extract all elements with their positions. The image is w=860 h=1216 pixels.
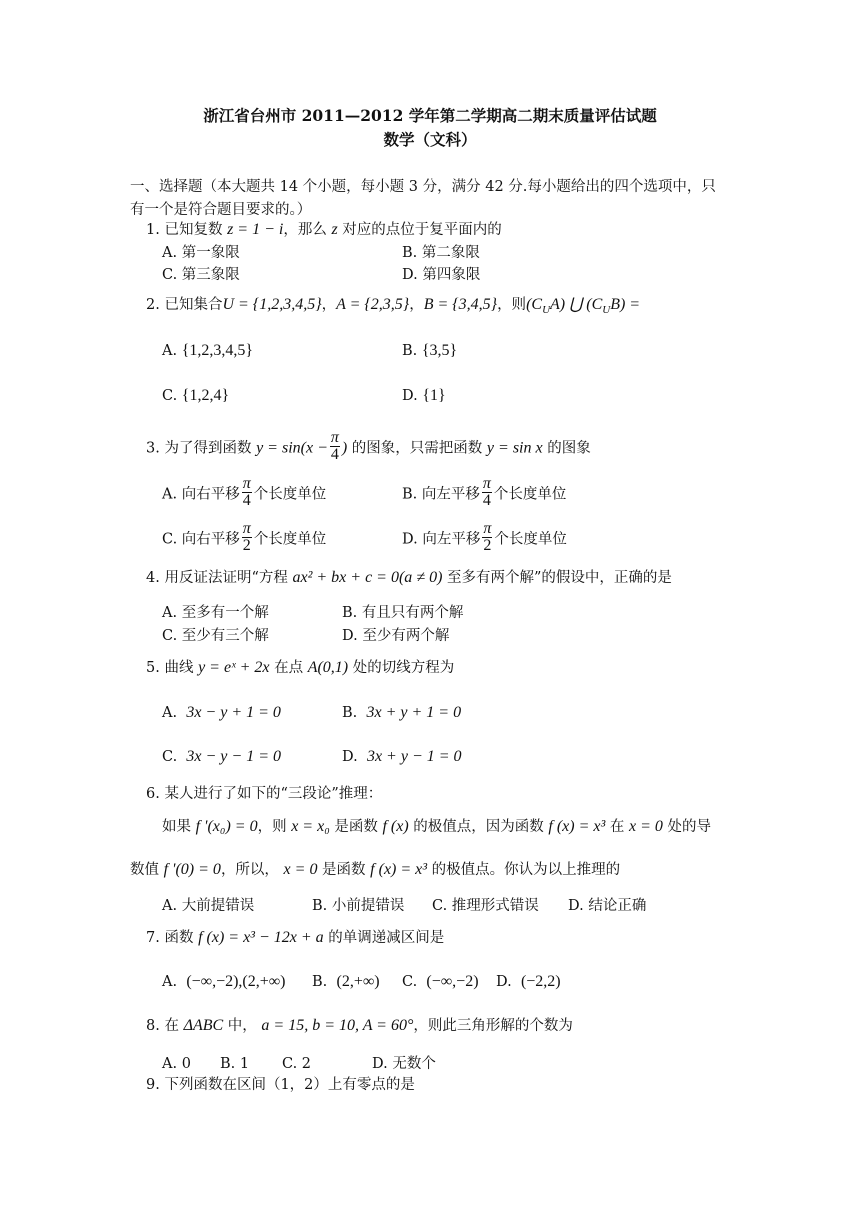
q8-option-a: A. 0 (162, 1056, 191, 1072)
q2-option-a: A. {1,2,3,4,5} (162, 342, 254, 359)
page-subtitle: 数学（文科） (383, 130, 477, 149)
q2-option-d: D. {1} (402, 387, 446, 404)
q3-option-d: D. 向左平移 $\frac{\pi}{2}$ 个长度单位 (402, 520, 567, 554)
q5-option-b: B. 3x + y + 1 = 0 (342, 704, 462, 721)
q3-option-a: A. 向右平移 $\frac{\pi}{4}$ 个长度单位 (162, 475, 327, 509)
q4-option-b: B. 有且只有两个解 (342, 605, 464, 621)
fraction-pi-over-4: $\frac{\pi}{4}$ (330, 429, 339, 463)
question-2-stem: 2. 已知集合U = {1,2,3,4,5}，A = {2,3,5}，B = {3,4,5}，则$(C_UA)$ ⋃ $(C_UB)$ = (146, 296, 641, 316)
q7-option-b: B. (2,+∞) (312, 973, 380, 990)
q2-option-c: C. {1,2,4} (162, 387, 230, 404)
q4-option-c: C. 至少有三个解 (162, 628, 269, 644)
q2-option-b: B. {3,5} (402, 342, 458, 359)
q6-option-a: A. 大前提错误 (162, 898, 255, 914)
question-1-stem: 1. 已知复数 z = 1 − i，那么 z 对应的点位于复平面内的 (146, 221, 502, 238)
q7-option-d: D. (−2,2) (496, 973, 561, 990)
q3-option-c: C. 向右平移 $\frac{\pi}{2}$ 个长度单位 (162, 520, 327, 554)
question-9-stem: 9. 下列函数在区间（1，2）上有零点的是 (146, 1077, 415, 1093)
q4-option-a: A. 至多有一个解 (162, 605, 269, 621)
question-8-stem: 8. 在 ΔABC 中， a = 15, b = 10, A = 60°，则此三角形解的个数为 (146, 1017, 573, 1034)
q6-option-b: B. 小前提错误 (312, 898, 405, 914)
q1-option-b: B. 第二象限 (402, 245, 480, 261)
q6-option-d: D. 结论正确 (568, 898, 647, 914)
q1-option-a: A. 第一象限 (162, 245, 240, 261)
q4-option-d: D. 至少有两个解 (342, 628, 450, 644)
q6-option-c: C. 推理形式错误 (432, 898, 539, 914)
question-7-stem: 7. 函数 f (x) = x³ − 12x + a 的单调递减区间是 (146, 929, 445, 946)
question-6-stem: 6. 某人进行了如下的“三段论”推理： (146, 786, 383, 802)
page-title: 浙江省台州市 2011—2012 学年第二学期高二期末质量评估试题 (203, 106, 657, 125)
q1-option-c: C. 第三象限 (162, 267, 240, 283)
section-intro-line1: 一、选择题（本大题共 14 个小题，每小题 3 分，满分 42 分.每小题给出的四个选项中，只 (130, 179, 716, 195)
question-6-line2: 数值 f '(0) = 0，所以， x = 0 是函数 f (x) = x³ 的极值点。你认为以上推理的 (130, 861, 621, 878)
q8-option-b: B. 1 (220, 1056, 250, 1072)
question-4-stem: 4. 用反证法证明“方程 ax² + bx + c = 0(a ≠ 0) 至多有两个解”的假设中，正确的是 (146, 569, 672, 586)
q5-option-a: A. 3x − y + 1 = 0 (162, 704, 281, 721)
q8-option-c: C. 2 (282, 1056, 312, 1072)
q8-option-d: D. 无数个 (372, 1056, 436, 1072)
question-3-stem: 3. 为了得到函数 y = sin(x − $\frac{\pi}{4}$ ) 的图象，只需把函数 y = sin x 的图象 (146, 429, 591, 463)
section-intro-line2: 有一个是符合题目要求的。） (130, 202, 312, 218)
q5-option-c: C. 3x − y − 1 = 0 (162, 748, 281, 765)
question-5-stem: 5. 曲线 y = eˣ + 2x 在点 A(0,1) 处的切线方程为 (146, 659, 455, 676)
q5-option-d: D. 3x + y − 1 = 0 (342, 748, 462, 765)
q3-option-b: B. 向左平移 $\frac{\pi}{4}$ 个长度单位 (402, 475, 567, 509)
q7-option-a: A. (−∞,−2),(2,+∞) (162, 973, 286, 990)
question-6-line1: 如果 f '(x₀) = 0，则 x = x₀ 是函数 f (x) 的极值点，因为函数 f (x) = x³ 在 x = 0 处的导 (162, 818, 712, 835)
q7-option-c: C. (−∞,−2) (402, 973, 479, 990)
q1-option-d: D. 第四象限 (402, 267, 481, 283)
